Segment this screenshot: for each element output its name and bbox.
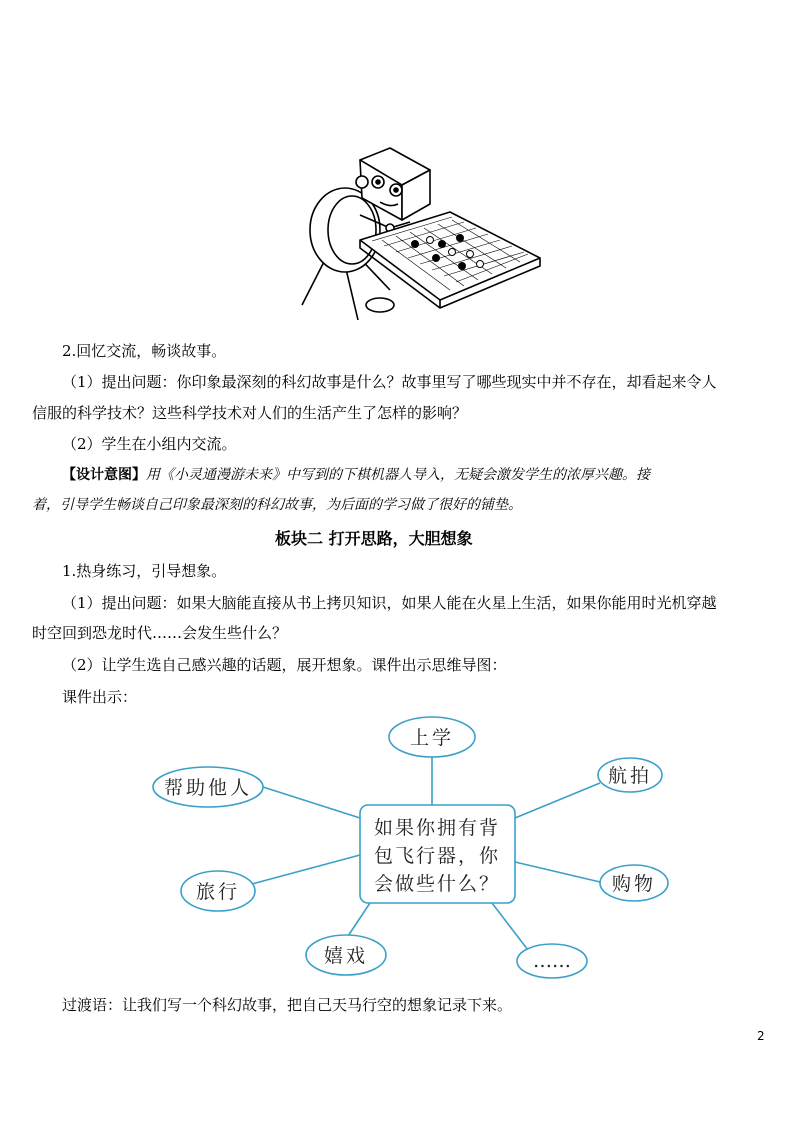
node-lvxing: 旅行 xyxy=(195,881,241,903)
design-intent-line1 xyxy=(62,464,650,484)
chess-robot-illustration xyxy=(290,140,550,330)
connector-gouwu xyxy=(515,862,600,882)
center-text-line1: 如果你拥有背 xyxy=(373,817,501,839)
design-intent-text1: 用《小灵通漫游未来》中写到的下棋机器人导入，无疑会激发学生的浓厚兴趣。接 xyxy=(146,467,650,483)
node-hangpai: 航拍 xyxy=(607,765,653,787)
node-xixi: 嬉戏 xyxy=(323,945,369,967)
block2-heading: 板块二 打开思路，大胆想象 xyxy=(275,529,473,548)
section-recall-title: 2.回忆交流，畅谈故事。 xyxy=(62,342,227,360)
block2-item2: （2）让学生选自己感兴趣的话题，展开想象。课件出示思维导图： xyxy=(62,656,507,674)
connector-more xyxy=(492,903,528,950)
recall-item1-line2: 信服的科学技术？这些科学技术对人们的生活产生了怎样的影响？ xyxy=(32,404,468,422)
center-text-line2: 包飞行器，你 xyxy=(373,845,501,867)
block2-sub1: 1.热身练习，引导想象。 xyxy=(62,562,227,580)
node-more: …… xyxy=(533,950,571,972)
connector-hangpai xyxy=(515,783,600,818)
connector-bangzhu xyxy=(263,787,360,818)
node-shangxue: 上学 xyxy=(409,727,455,749)
courseware-label: 课件出示： xyxy=(62,688,138,706)
block2-item1-line1: （1）提出问题：如果大脑能直接从书上拷贝知识，如果人能在火星上生活，如果你能用时光机穿越 xyxy=(62,594,717,612)
transition-text: 过渡语：让我们写一个科幻故事，把自己天马行空的想象记录下来。 xyxy=(62,996,513,1014)
page-number: 2 xyxy=(757,1029,765,1043)
recall-item2: （2）学生在小组内交流。 xyxy=(62,435,237,453)
design-intent-line2: 着，引导学生畅谈自己印象最深刻的科幻故事，为后面的学习做了很好的铺垫。 xyxy=(32,497,522,513)
node-bangzhu: 帮助他人 xyxy=(163,777,253,799)
design-intent-tag: 【设计意图】 xyxy=(62,467,146,483)
mind-map xyxy=(0,708,794,988)
connector-lvxing xyxy=(252,855,360,884)
center-text-line3: 会做些什么？ xyxy=(373,873,501,895)
recall-item1-line1: （1）提出问题：你印象最深刻的科幻故事是什么？故事里写了哪些现实中并不存在，却看起来令人 xyxy=(62,373,717,391)
connector-xixi xyxy=(348,900,372,936)
block2-item1-line2: 时空回到恐龙时代……会发生些什么？ xyxy=(32,624,288,642)
node-gouwu: 购物 xyxy=(611,873,657,895)
